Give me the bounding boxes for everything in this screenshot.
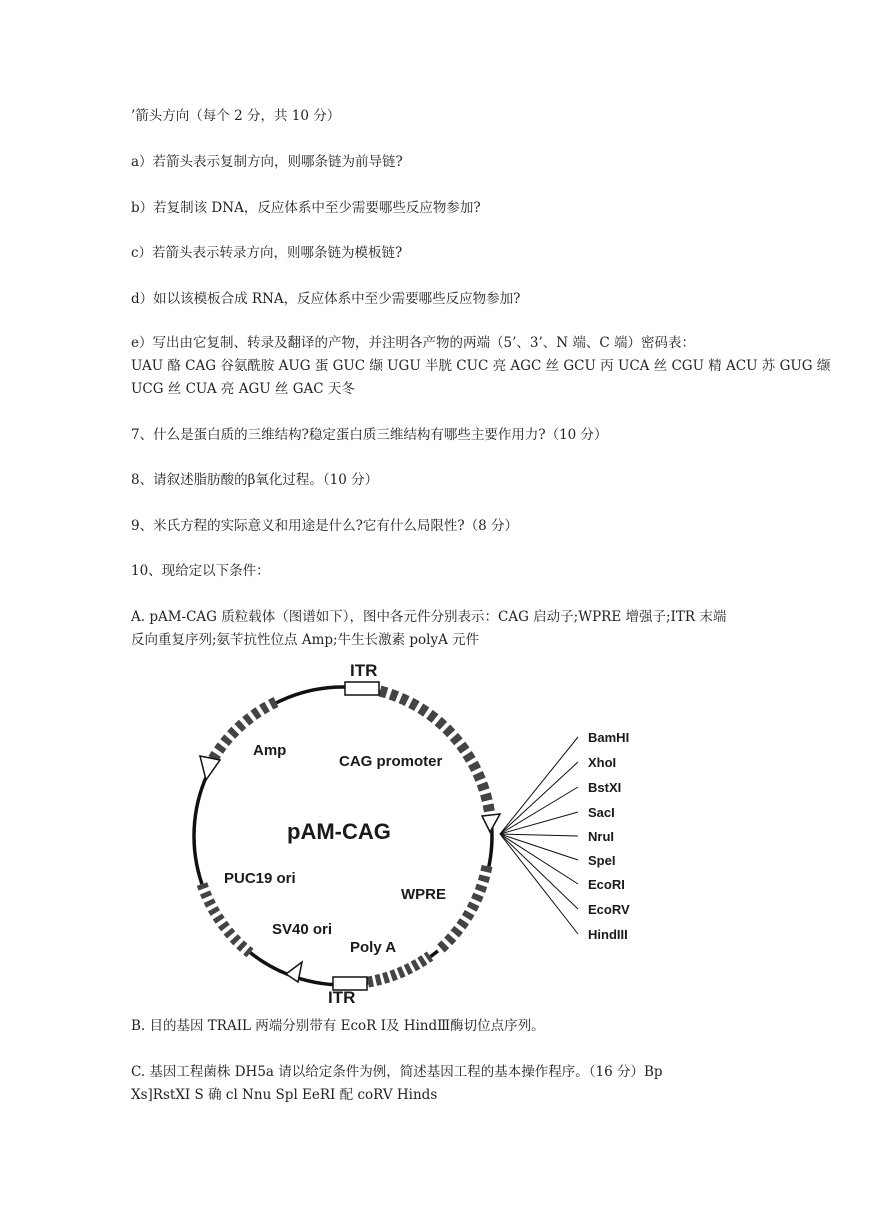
- site-label: EcoRI: [588, 877, 625, 892]
- question-8: 8、请叙述脂肪酸的β氧化过程。（10 分）: [131, 472, 379, 488]
- condition-c-line1: C. 基因工程菌株 DH5a 请以给定条件为例，简述基因工程的基本操作程序。（16 分）Bp: [131, 1064, 663, 1080]
- site-label: BamHI: [588, 730, 630, 745]
- question-10: 10、现给定以下条件：: [131, 563, 270, 579]
- question-6a: a）若箭头表示复制方向，则哪条链为前导链?: [131, 154, 403, 170]
- sv40-label: SV40 ori: [272, 921, 333, 938]
- question-6e-line1: e）写出由它复制、转录及翻译的产物，并注明各产物的两端（5’、3’、N 端、C 端）密码表：: [131, 335, 695, 351]
- restriction-site-labels: [588, 730, 630, 942]
- polya-label: Poly A: [350, 939, 397, 956]
- wpre-label: WPRE: [401, 886, 446, 903]
- question-6-header: ’箭头方向（每个 2 分，共 10 分）: [131, 108, 341, 124]
- amp-arrowhead: [200, 756, 220, 780]
- question-6b: b）若复制该 DNA，反应体系中至少需要哪些反应物参加?: [131, 200, 481, 216]
- site-label: NruI: [588, 829, 614, 844]
- site-label: BstXI: [588, 780, 622, 795]
- site-label: XhoI: [588, 755, 617, 770]
- codon-table-line2: UCG 丝 CUA 亮 AGU 丝 GAC 天冬: [131, 381, 355, 397]
- puc-label: PUC19 ori: [224, 870, 296, 887]
- condition-c-line2: Xs]RstXI S 确 cl Nnu Spl EeRI 配 coRV Hinds: [131, 1087, 438, 1103]
- condition-a-line2: 反向重复序列;氨苄抗性位点 Amp;牛生长激素 polyA 元件: [131, 632, 480, 648]
- plasmid-name: pAM-CAG: [287, 819, 391, 844]
- site-label: SacI: [588, 805, 615, 820]
- question-7: 7、什么是蛋白质的三维结构?稳定蛋白质三维结构有哪些主要作用力?（10 分）: [131, 427, 608, 443]
- question-6d: d）如以该模板合成 RNA，反应体系中至少需要哪些反应物参加?: [131, 291, 521, 307]
- plasmid-map: [190, 656, 660, 1008]
- itr-top-label: ITR: [350, 661, 378, 680]
- question-6c: c）若箭头表示转录方向，则哪条链为模板链?: [131, 245, 403, 261]
- itr-top-box: [345, 682, 379, 695]
- site-label: EcoRV: [588, 902, 630, 917]
- amp-label: Amp: [253, 742, 287, 759]
- site-label: HindIII: [588, 927, 628, 942]
- itr-bottom-label: ITR: [328, 988, 356, 1007]
- cag-label: CAG promoter: [339, 753, 443, 770]
- mcs-lines: [500, 737, 578, 934]
- condition-a-line1: A. pAM-CAG 质粒载体（图谱如下），图中各元件分别表示：CAG 启动子;WPRE 增强子;ITR 末端: [131, 609, 727, 625]
- question-9: 9、米氏方程的实际意义和用途是什么?它有什么局限性?（8 分）: [131, 518, 518, 534]
- cag-arrowhead: [482, 814, 500, 832]
- codon-table-line1: UAU 酪 CAG 谷氨酰胺 AUG 蛋 GUC 缬 UGU 半胱 CUC 亮 AGC 丝 GCU 丙 UCA 丝 CGU 精 ACU 苏 GUG 缬: [131, 358, 831, 374]
- site-label: SpeI: [588, 853, 616, 868]
- condition-b: B. 目的基因 TRAIL 两端分别带有 EcoR Ⅰ及 HindⅢ酶切位点序列。: [131, 1018, 545, 1034]
